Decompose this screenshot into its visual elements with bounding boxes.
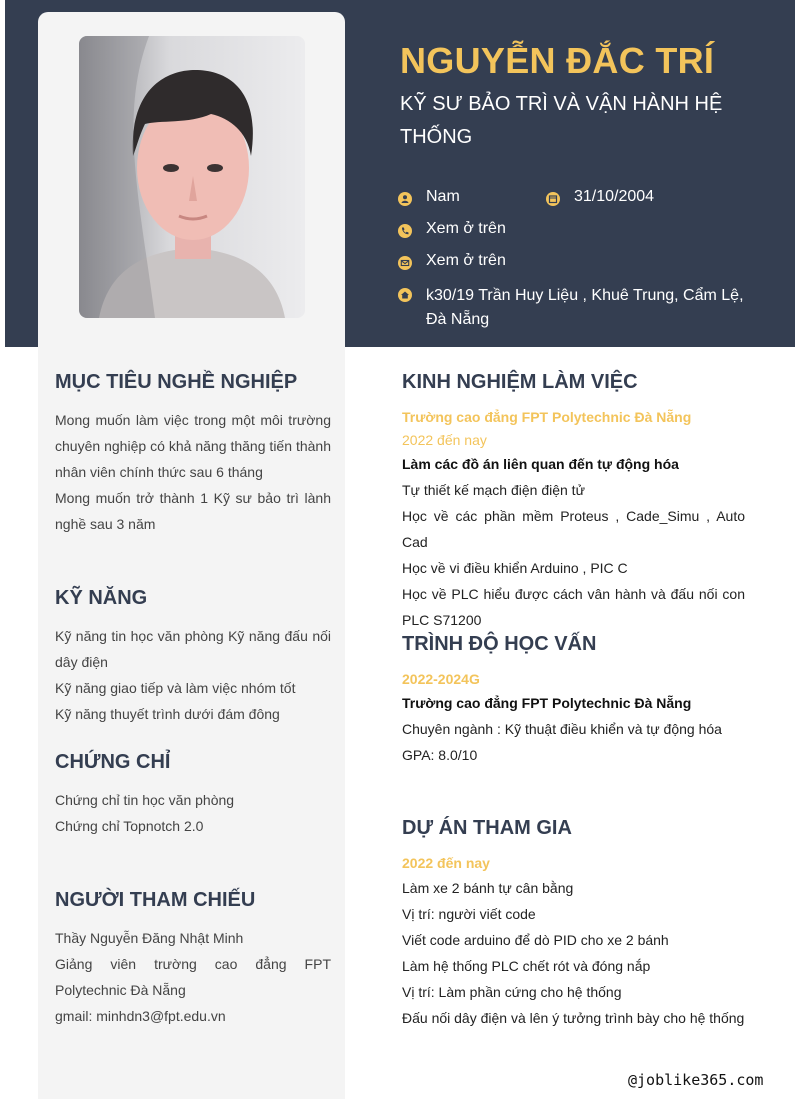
- birthdate-value: 31/10/2004: [574, 188, 655, 205]
- phone-row: [398, 220, 506, 238]
- birthdate-row: [546, 188, 654, 206]
- gender-value: Nam: [426, 188, 460, 205]
- skills-heading: KỸ NĂNG: [55, 587, 148, 609]
- email-value: Xem ở trên: [426, 252, 506, 269]
- candidate-name: NGUYỄN ĐẮC TRÍ: [400, 40, 715, 81]
- education-period: 2022-2024G: [402, 671, 480, 687]
- address-value: k30/19 Trần Huy Liệu , Khuê Trung, Cẩm Lệ, Đà Nẵng: [426, 287, 744, 328]
- reference-email: gmail: minhdn3@fpt.edu.vn: [55, 1008, 226, 1024]
- projects-section: [402, 852, 745, 1031]
- reference-item: Thầy Nguyễn Đăng Nhật Minh: [55, 930, 244, 946]
- project-item: Vị trí: người viết code: [402, 906, 536, 922]
- home-icon: [398, 288, 412, 302]
- project-item: Vị trí: Làm phần cứng cho hệ thống: [402, 984, 622, 1000]
- certificates-heading: CHỨNG CHỈ: [55, 751, 171, 773]
- education-heading: TRÌNH ĐỘ HỌC VẤN: [402, 633, 597, 655]
- calendar-icon: [546, 192, 560, 206]
- experience-period: 2022 đến nay: [402, 432, 487, 448]
- education-school: Trường cao đẳng FPT Polytechnic Đà Nẵng: [402, 695, 692, 711]
- objective-item: Mong muốn làm việc trong một môi trường chuyên nghiệp có khả năng thăng tiến thành nhân viên chính thức sau 6 tháng: [55, 412, 331, 480]
- footer-watermark: @joblike365.com: [628, 1071, 764, 1089]
- references-heading: NGƯỜI THAM CHIẾU: [55, 889, 256, 911]
- experience-item: Tự thiết kế mạch điện điện tử: [402, 482, 585, 498]
- references-list: [55, 925, 331, 1029]
- education-item: GPA: 8.0/10: [402, 747, 478, 763]
- experience-org: Trường cao đẳng FPT Polytechnic Đà Nẵng: [402, 409, 692, 425]
- address-row: [398, 284, 768, 332]
- objective-list: [55, 407, 331, 537]
- mail-icon: [398, 256, 412, 270]
- profile-photo: [79, 36, 305, 318]
- project-item: Đấu nối dây điện và lên ý tưởng trình bày cho hệ thống: [402, 1010, 745, 1026]
- email-row: [398, 252, 506, 270]
- phone-value: Xem ở trên: [426, 220, 506, 237]
- projects-heading: DỰ ÁN THAM GIA: [402, 817, 572, 839]
- experience-section: [402, 406, 745, 633]
- certificate-item: Chứng chỉ tin học văn phòng: [55, 792, 235, 808]
- education-item: Chuyên ngành : Kỹ thuật điều khiển và tự động hóa: [402, 721, 722, 737]
- skill-item: Kỹ năng tin học văn phòng Kỹ năng đấu nối dây điện: [55, 628, 331, 670]
- education-section: [402, 668, 745, 768]
- skill-item: Kỹ năng thuyết trình dưới đám đông: [55, 706, 280, 722]
- gender-row: [398, 188, 460, 206]
- job-title: KỸ SƯ BẢO TRÌ VÀ VẬN HÀNH HỆ THỐNG: [400, 93, 723, 148]
- skills-list: [55, 623, 331, 727]
- project-item: Làm hệ thống PLC chết rót và đóng nắp: [402, 958, 651, 974]
- phone-icon: [398, 224, 412, 238]
- user-icon: [398, 192, 412, 206]
- projects-period: 2022 đến nay: [402, 855, 490, 871]
- experience-item: Học về PLC hiểu được cách vân hành và đấu nối con PLC S71200: [402, 586, 745, 628]
- certificate-item: Chứng chỉ Topnotch 2.0: [55, 818, 204, 834]
- project-item: Viết code arduino để dò PID cho xe 2 bánh: [402, 932, 669, 948]
- objective-heading: MỤC TIÊU NGHỀ NGHIỆP: [55, 371, 298, 393]
- reference-item: Giảng viên trường cao đẳng FPT Polytechnic Đà Nẵng: [55, 956, 331, 998]
- skill-item: Kỹ năng giao tiếp và làm việc nhóm tốt: [55, 680, 296, 696]
- experience-role: Làm các đồ án liên quan đến tự động hóa: [402, 456, 679, 472]
- experience-heading: KINH NGHIỆM LÀM VIỆC: [402, 371, 638, 393]
- certificates-list: [55, 787, 331, 839]
- experience-item: Học về các phần mềm Proteus , Cade_Simu , Auto Cad: [402, 508, 745, 550]
- objective-item: Mong muốn trở thành 1 Kỹ sư bảo trì lành nghề sau 3 năm: [55, 490, 331, 532]
- experience-item: Học về vi điều khiển Arduino , PIC C: [402, 560, 628, 576]
- project-item: Làm xe 2 bánh tự cân bằng: [402, 880, 574, 896]
